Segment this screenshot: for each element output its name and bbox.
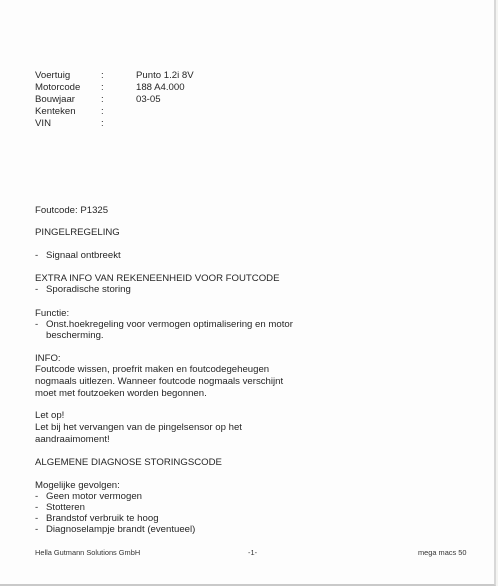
fault-code: Foutcode: P1325 xyxy=(35,205,109,216)
symptom-dash: - xyxy=(35,250,39,261)
info-line-2: nogmaals uitlezen. Wanneer foutcode nogmaals verschijnt xyxy=(35,376,284,387)
info-line-1: Foutcode wissen, proefrit maken en foutcodegeheugen xyxy=(35,364,270,375)
vin-colon: : xyxy=(101,118,104,129)
vehicle-value: Punto 1.2i 8V xyxy=(136,70,194,81)
engine-code-label: Motorcode xyxy=(35,82,81,93)
info-heading: INFO: xyxy=(35,353,61,364)
consequence-item: Brandstof verbruik te hoog xyxy=(46,513,159,524)
engine-code-value: 188 A4.000 xyxy=(136,82,185,93)
warning-line-1: Let bij het vervangen van de pingelsensor op het xyxy=(35,422,242,433)
extra-info-heading: EXTRA INFO VAN REKENEENHEID VOOR FOUTCODE xyxy=(35,273,280,284)
consequence-item: Geen motor vermogen xyxy=(46,491,142,502)
function-line-1: Onst.hoekregeling voor vermogen optimalisering en motor xyxy=(46,319,293,330)
function-line-2: bescherming. xyxy=(46,330,104,341)
consequences-heading: Mogelijke gevolgen: xyxy=(35,480,120,491)
warning-heading: Let op! xyxy=(35,410,65,421)
footer-product: mega macs 50 xyxy=(418,548,467,557)
engine-code-colon: : xyxy=(101,82,104,93)
function-heading: Functie: xyxy=(35,308,70,319)
build-year-label: Bouwjaar xyxy=(35,94,75,105)
warning-line-2: aandraaimoment! xyxy=(35,434,110,445)
consequence-dash: - xyxy=(35,502,39,513)
fault-symptom: Signaal ontbreekt xyxy=(46,250,121,261)
function-dash: - xyxy=(35,319,39,330)
consequence-dash: - xyxy=(35,524,39,535)
diagnosis-heading: ALGEMENE DIAGNOSE STORINGSCODE xyxy=(35,457,222,468)
consequence-item: Stotteren xyxy=(46,502,85,513)
info-line-3: moet met foutzoeken worden begonnen. xyxy=(35,388,207,399)
vin-label: VIN xyxy=(35,118,51,129)
fault-system: PINGELREGELING xyxy=(35,227,120,238)
consequence-dash: - xyxy=(35,491,39,502)
build-year-value: 03-05 xyxy=(136,94,161,105)
vehicle-colon: : xyxy=(101,70,104,81)
footer-page-number: -1- xyxy=(248,548,258,557)
footer-company: Hella Gutmann Solutions GmbH xyxy=(35,548,141,557)
extra-info-dash: - xyxy=(35,284,39,295)
consequence-item: Diagnoselampje brandt (eventueel) xyxy=(46,524,196,535)
vehicle-label: Voertuig xyxy=(35,70,71,81)
build-year-colon: : xyxy=(101,94,104,105)
consequence-dash: - xyxy=(35,513,39,524)
extra-info-item: Sporadische storing xyxy=(46,284,131,295)
license-plate-label: Kenteken xyxy=(35,106,76,117)
license-plate-colon: : xyxy=(101,106,104,117)
